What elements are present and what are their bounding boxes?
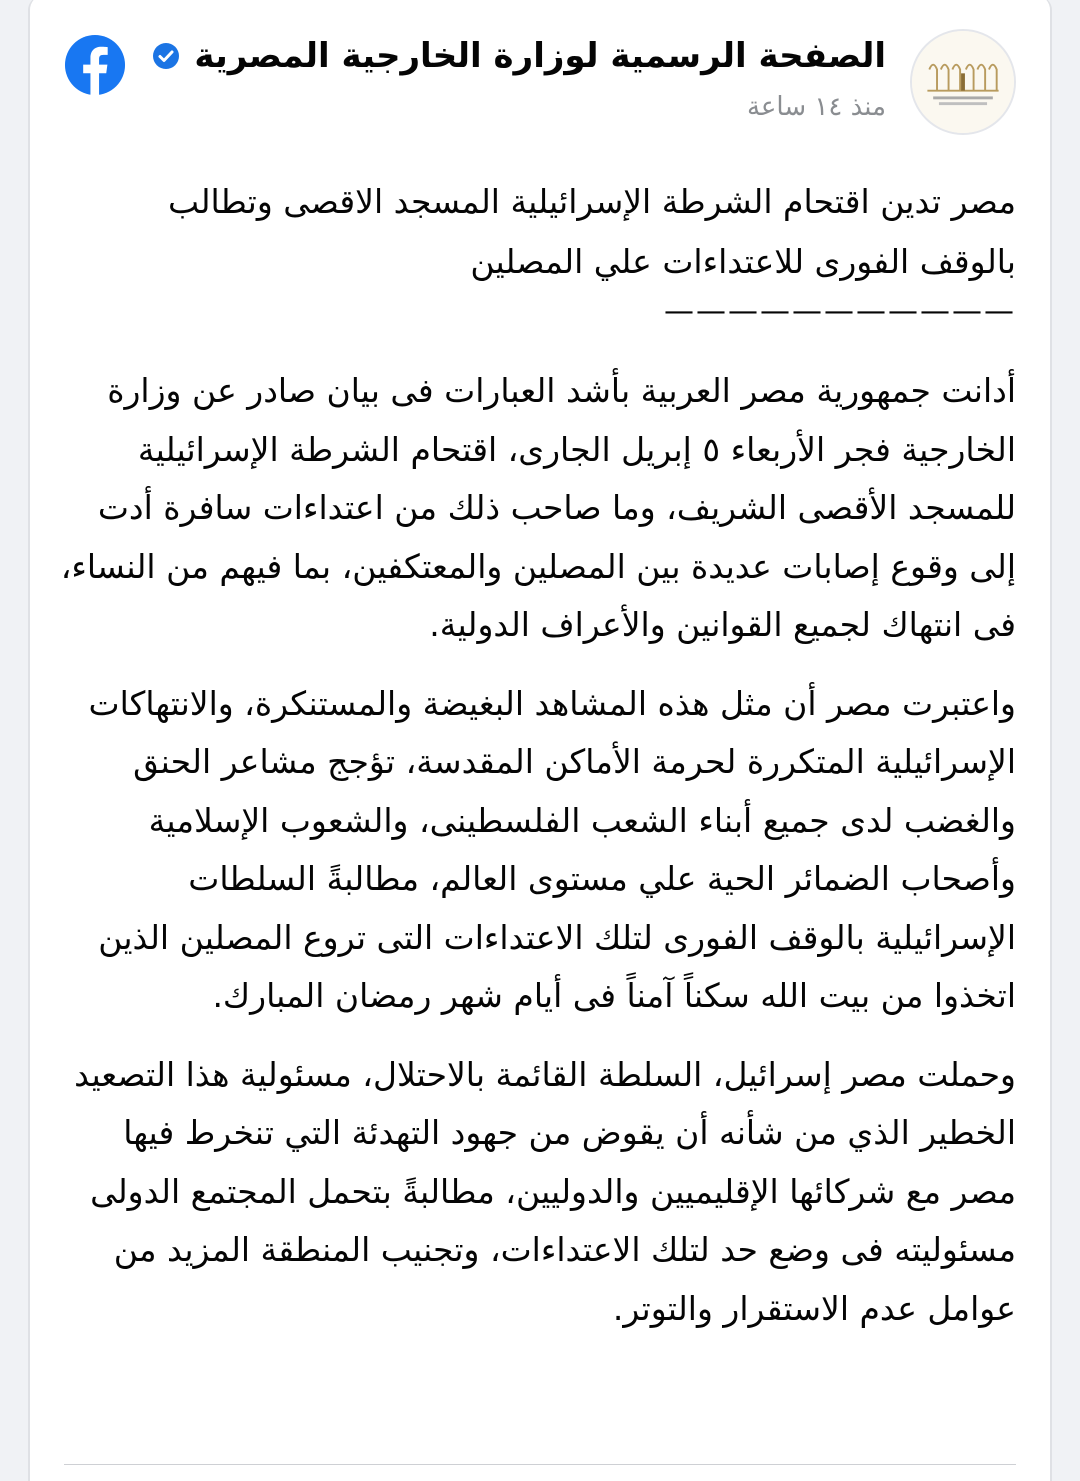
- card-divider: [64, 1464, 1016, 1465]
- post-headline: [56, 172, 1016, 292]
- headline-line-1: مصر تدين اقتحام الشرطة الإسرائيلية المسجد الاقصى وتطالب: [168, 182, 1016, 221]
- page-name-link[interactable]: الصفحة الرسمية لوزارة الخارجية المصرية: [194, 36, 886, 76]
- ministry-logo-icon: [912, 31, 1014, 133]
- post-timestamp[interactable]: منذ ١٤ ساعة: [746, 92, 886, 122]
- post-body: [56, 172, 1016, 1358]
- post-paragraph-3: وحملت مصر إسرائيل، السلطة القائمة بالاحتلال، مسئولية هذا التصعيد الخطير الذي من شأنه أن يقوض من جهود التهدئة التي تنخرط فيها مصر مع شركائها الإقليميين والدوليين، مطالبةً بتحمل المجتمع الدولى مسئوليته فى وضع حد لتلك الاعتداءات، وتجنيب المنطقة المزيد من عوامل عدم الاستقرار والتوتر.: [74, 1054, 1016, 1328]
- verified-badge-icon: [152, 42, 180, 70]
- headline-line-2: بالوقف الفورى للاعتداءات علي المصلين: [470, 242, 1016, 281]
- facebook-logo-icon[interactable]: [64, 34, 126, 96]
- text-divider: ———————————: [664, 294, 1016, 329]
- post-paragraph-2: واعتبرت مصر أن مثل هذه المشاهد البغيضة والمستنكرة، والانتهاكات الإسرائيلية المتكررة لحرمة الأماكن المقدسة، تؤجج مشاعر الحنق والغضب لدى جميع أبناء الشعب الفلسطينى، والشعوب الإسلامية وأصحاب الضمائر الحية علي مستوى العالم، مطالبةً السلطات الإسرائيلية بالوقف الفورى لتلك الاعتداءات التى تروع المصلين الذين اتخذوا من بيت الله سكناً آمناً فى أيام شهر رمضان المبارك.: [88, 683, 1016, 1015]
- post-card: [28, 0, 1052, 1481]
- post-paragraph-1: أدانت جمهورية مصر العربية بأشد العبارات فى بيان صادر عن وزارة الخارجية فجر الأربعاء ٥ إبريل الجارى، اقتحام الشرطة الإسرائيلية للمسجد الأقصى الشريف، وما صاحب ذلك من اعتداءات سافرة أدت إلى وقوع إصابات عديدة بين المصلين والمعتكفين، بما فيهم من النساء، فى انتهاك لجميع القوانين والأعراف الدولية.: [60, 371, 1016, 644]
- page-name-row: [152, 36, 886, 76]
- page-avatar[interactable]: [910, 29, 1016, 135]
